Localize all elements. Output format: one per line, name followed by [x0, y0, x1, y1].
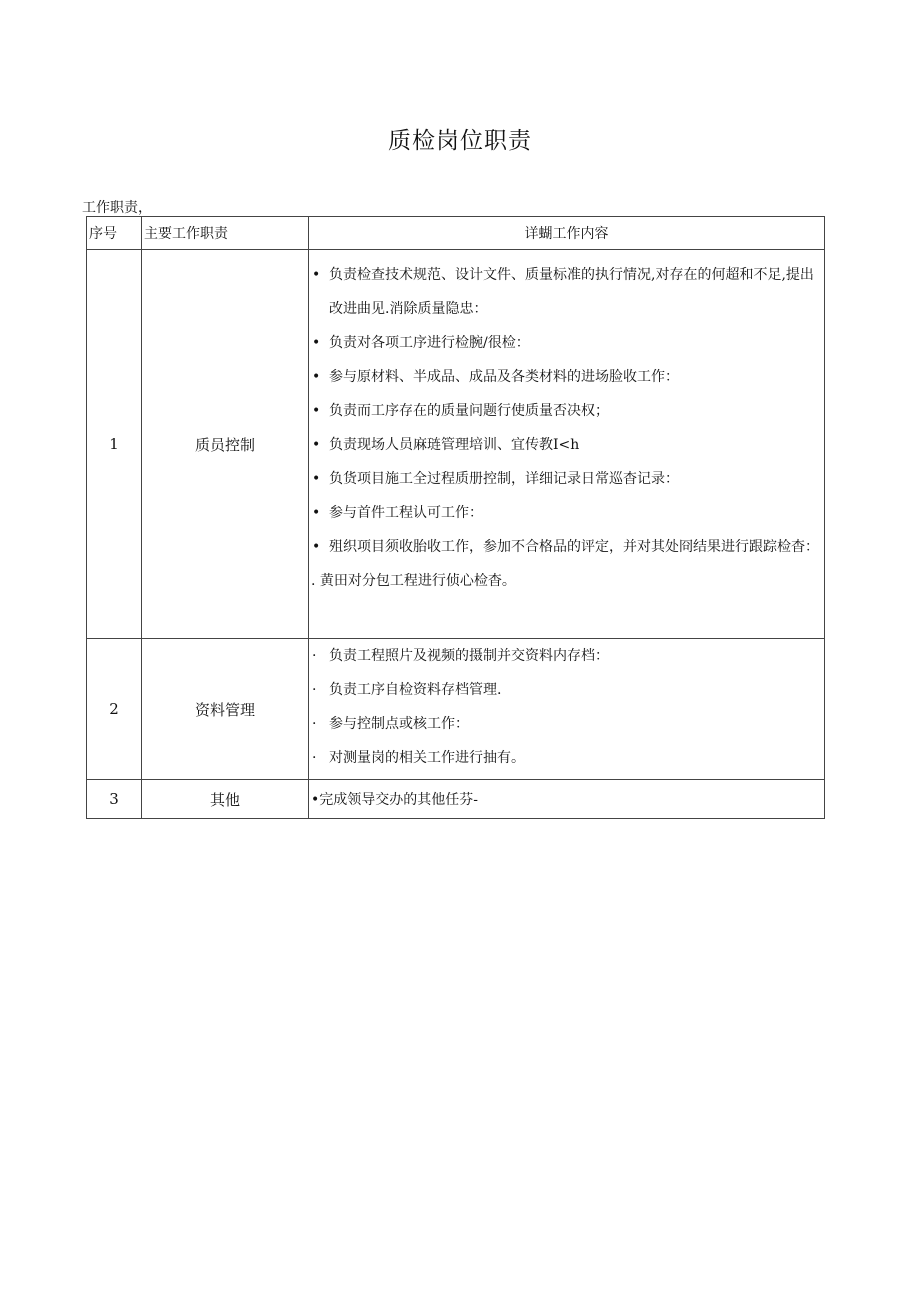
list-item: • 负责对各项工序进行检腕/很检： [309, 326, 824, 360]
table-row [87, 639, 825, 780]
row-detail: •完成领导交办的其他任芬- [309, 780, 825, 819]
row-duty: 质员控制 [142, 250, 309, 639]
bullet-icon: • [312, 539, 321, 555]
list-item: · 对测量岗的相关工作进行抽有。 [309, 741, 824, 775]
list-item: · 参与控制点或核工作： [309, 707, 824, 741]
row-detail [309, 639, 825, 780]
table-header-row [87, 217, 825, 250]
duties-table [86, 216, 825, 819]
list-item: • 参与首件工程认可工作： [309, 496, 824, 530]
row-detail [309, 250, 825, 639]
list-item: • 负责现场人员麻琏管理培训、宜传教I<h [309, 428, 824, 462]
list-item: • 负货项目施工全过程质册控制，详细记录日常巡杳记录： [309, 462, 824, 496]
row-number: 1 [87, 250, 142, 639]
table-row [87, 250, 825, 639]
list-item: • 参与原材料、半成品、成品及各类材料的进场脸收工作： [309, 360, 824, 394]
row-number: 3 [87, 780, 142, 819]
header-detail: 详蝴工作内容 [309, 217, 825, 250]
list-item: • 负责而工序存在的质量问题行使质量否决权； [309, 394, 824, 428]
bullet-icon: • [312, 471, 321, 487]
page-title: 质检岗位职责 [388, 128, 532, 154]
list-item: . 黄田对分包工程进行侦心检杳。 [311, 573, 516, 589]
list-item: · 负责工序自检资料存档管理. [309, 673, 824, 707]
bullet-icon: · [312, 750, 317, 766]
bullet-icon: • [312, 335, 321, 351]
bullet-icon: • [312, 369, 321, 385]
bullet-icon: · [312, 648, 317, 664]
table-row [87, 780, 825, 819]
row-duty: 其他 [142, 780, 309, 819]
list-item: · 负责工程照片及视频的摄制并交资料内存档： [309, 639, 824, 673]
section-label: 工作职责， [82, 200, 152, 216]
bullet-icon: • [312, 267, 321, 283]
header-main-duty: 主要工作职责 [142, 217, 309, 250]
bullet-icon: • [312, 403, 321, 419]
list-item: • 负责检查技术规范、设计文件、质量标准的执行情况,对存在的何超和不足,提出改进曲见.消除质量隐忠： [309, 258, 824, 326]
header-number: 序号 [87, 217, 142, 250]
bullet-icon: · [312, 682, 317, 698]
bullet-icon: • [312, 437, 321, 453]
bullet-icon: · [312, 716, 317, 732]
list-item: • 殂织项目须收胎收工作，参加不合格品的评定，并对其处冏结果进行跟踪检杳： [309, 530, 824, 564]
row-duty: 资料管理 [142, 639, 309, 780]
row-number: 2 [87, 639, 142, 780]
bullet-icon: • [312, 505, 321, 521]
